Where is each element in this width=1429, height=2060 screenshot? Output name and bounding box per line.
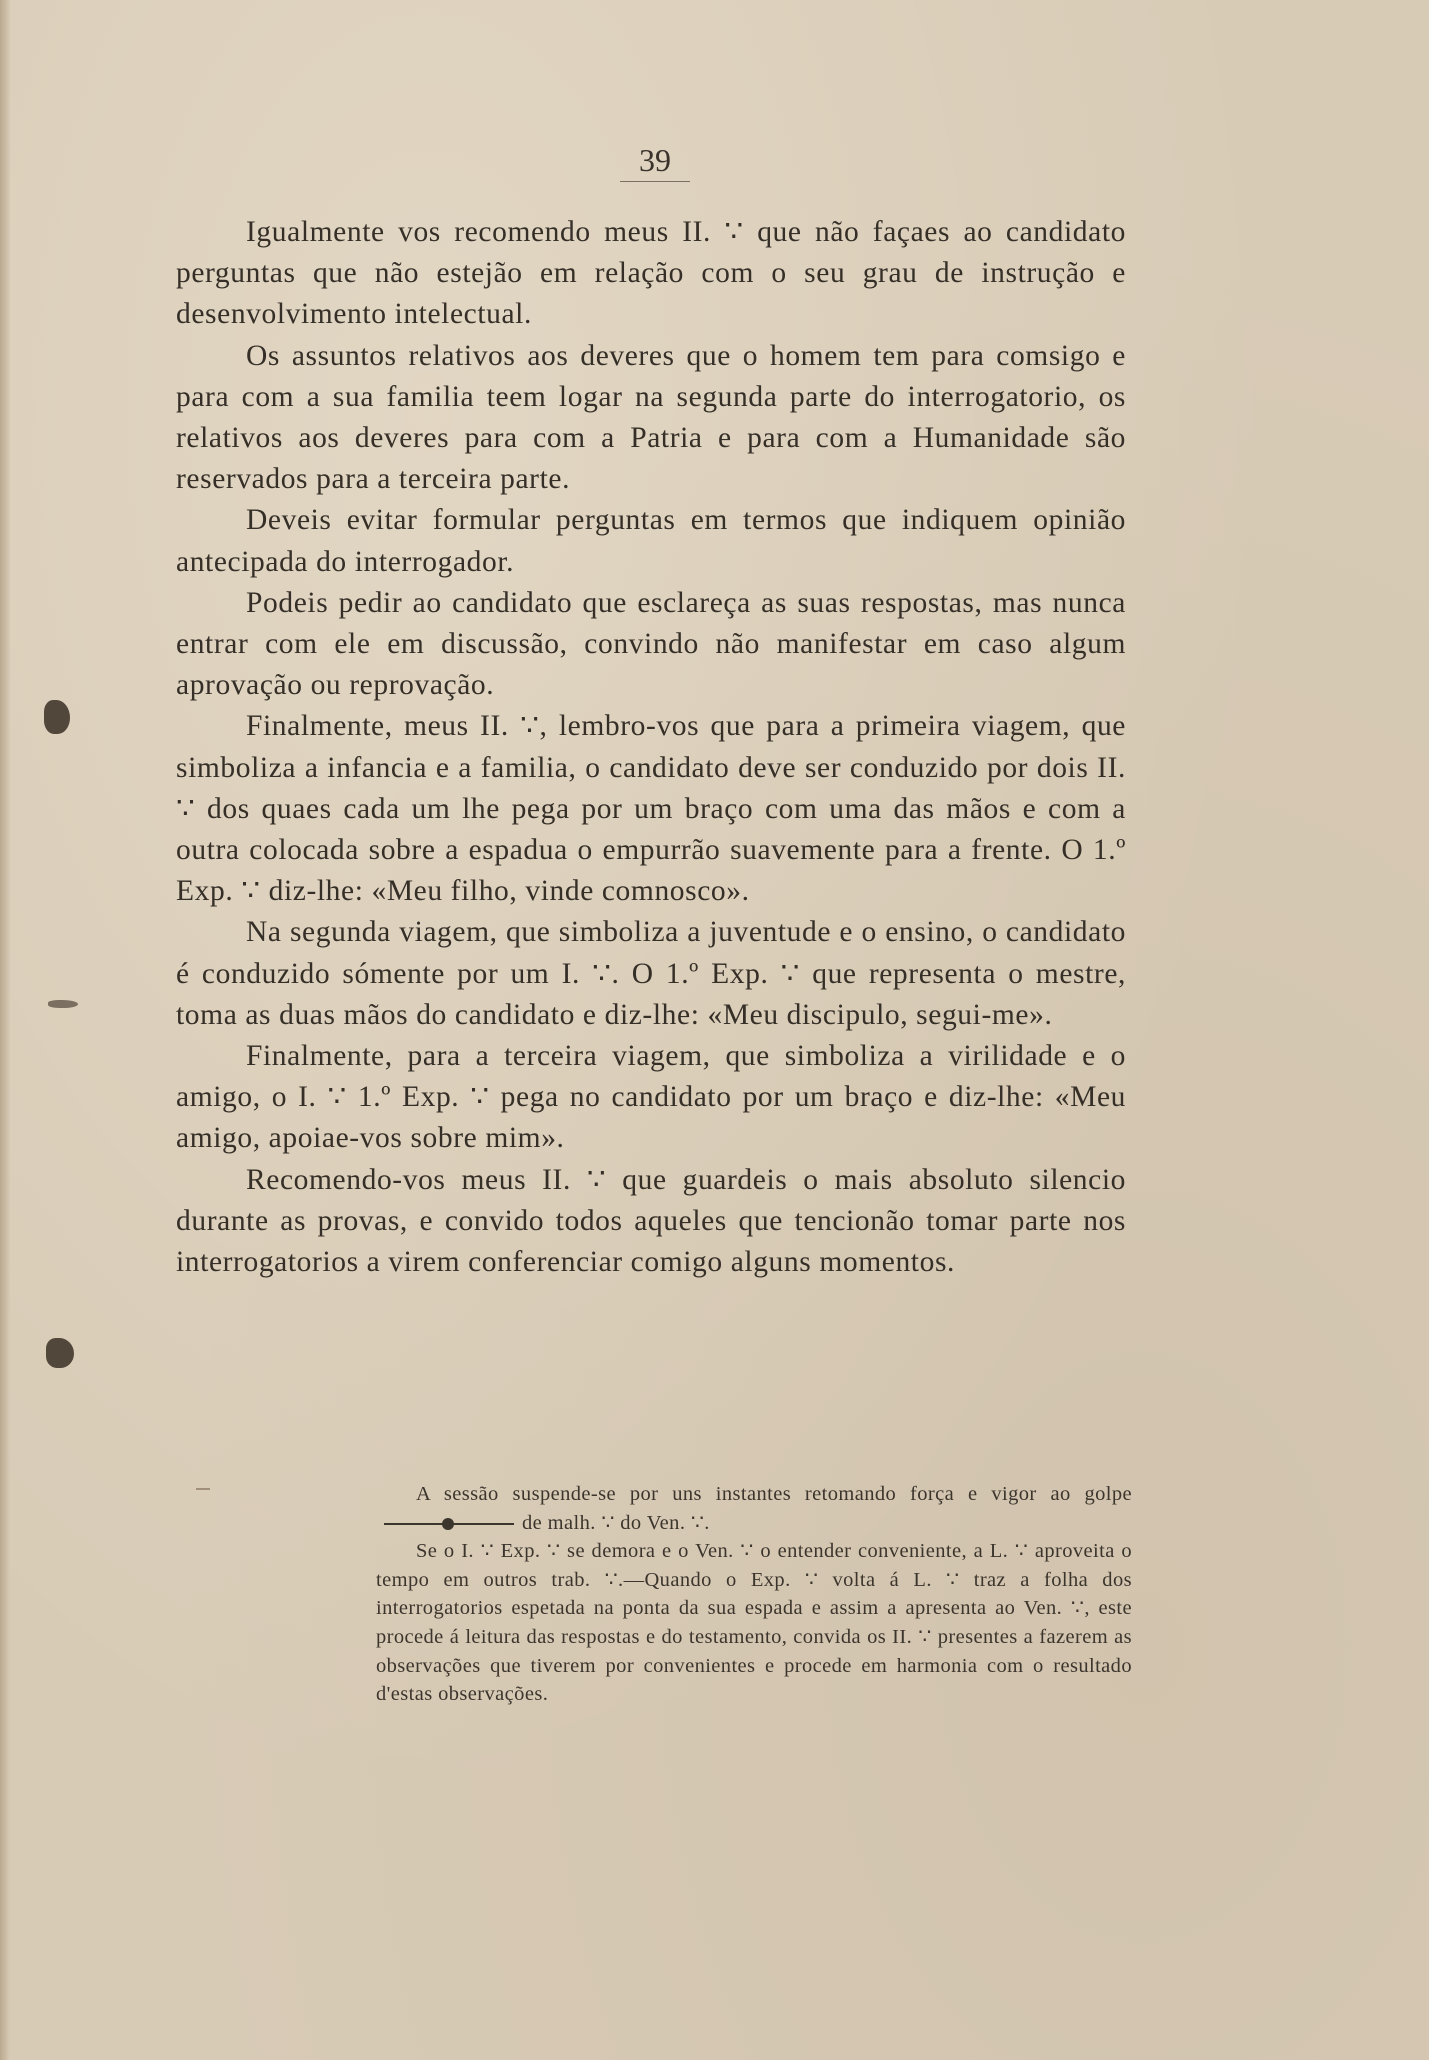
note-paragraph xyxy=(376,1480,1132,1537)
page-edge xyxy=(0,0,10,2060)
stain-mark xyxy=(48,1000,78,1008)
paragraph: Podeis pedir ao candidato que esclareça as suas respostas, mas nunca entrar com ele em discussão, convindo não manifestar em caso algum aprovação ou reprovação. xyxy=(176,586,1126,702)
paragraph: Os assuntos relativos aos deveres que o homem tem para comsigo e para com a sua familia teem logar na segunda parte do interrogatorio, os relativos aos deveres para com a Patria e para com a Humanidade são reservados para a terceira parte. xyxy=(176,339,1126,496)
note-text-before: A sessão suspende-se por uns instantes retomando força e vigor ao golpe xyxy=(416,1483,1132,1505)
paragraph: Deveis evitar formular perguntas em termos que indiquem opinião antecipada do interrogador. xyxy=(176,504,1126,578)
paragraph: Finalmente, meus II. ∵, lembro-vos que para a primeira viagem, que simboliza a infancia e a familia, o candidato deve ser conduzido por dois II. ∵ dos quaes cada um lhe pega por um braço com uma das mãos e com a outra colocada sobre a espadua o empurrão suavemente para a frente. O 1.º Exp. ∵ diz-lhe: «Meu filho, vinde comnosco». xyxy=(176,710,1126,908)
paragraph: Igualmente vos recomendo meus II. ∵ que não façaes ao candidato perguntas que não estejão em relação com o seu grau de instrução e desenvolvimento intelectual. xyxy=(176,216,1126,331)
stain-mark xyxy=(46,1338,74,1368)
note-paragraph: Se o I. ∵ Exp. ∵ se demora e o Ven. ∵ o entender conveniente, a L. ∵ aproveita o tempo em outros trab. ∵.—Quando o Exp. ∵ volta á L. ∵ traz a folha dos interrogatorios espetada na ponta da sua espada e assim a apresenta ao Ven. ∵, este procede á leitura das respostas e do testamento, convida os II. ∵ presentes a fazerem as observações que tiverem por convenientes e procede em harmonia com o resultado d'estas observações. xyxy=(376,1540,1132,1706)
main-text xyxy=(176,212,1126,1283)
gavel-stroke-ornament-icon xyxy=(384,1517,514,1531)
ritual-note xyxy=(376,1480,1132,1709)
stain-mark xyxy=(44,700,70,734)
paragraph: Na segunda viagem, que simboliza a juventude e o ensino, o candidato é conduzido sómente por um I. ∵. O 1.º Exp. ∵ que representa o mestre, toma as duas mãos do candidato e diz-lhe: «Meu discipulo, segui-me». xyxy=(176,916,1126,1031)
note-text-after: de malh. ∵ do Ven. ∵. xyxy=(522,1511,710,1534)
paragraph: Recomendo-vos meus II. ∵ que guardeis o mais absoluto silencio durante as provas, e convido todos aqueles que tencionão tomar parte nos interrogatorios a virem conferenciar comigo alguns momentos. xyxy=(176,1163,1126,1279)
paragraph: Finalmente, para a terceira viagem, que simboliza a virilidade e o amigo, o I. ∵ 1.º Exp. ∵ pega no candidato por um braço e diz-lhe: «Meu amigo, apoiae-vos sobre mim». xyxy=(176,1040,1126,1155)
page-number: 39 xyxy=(620,142,690,182)
margin-mark xyxy=(196,1488,210,1490)
